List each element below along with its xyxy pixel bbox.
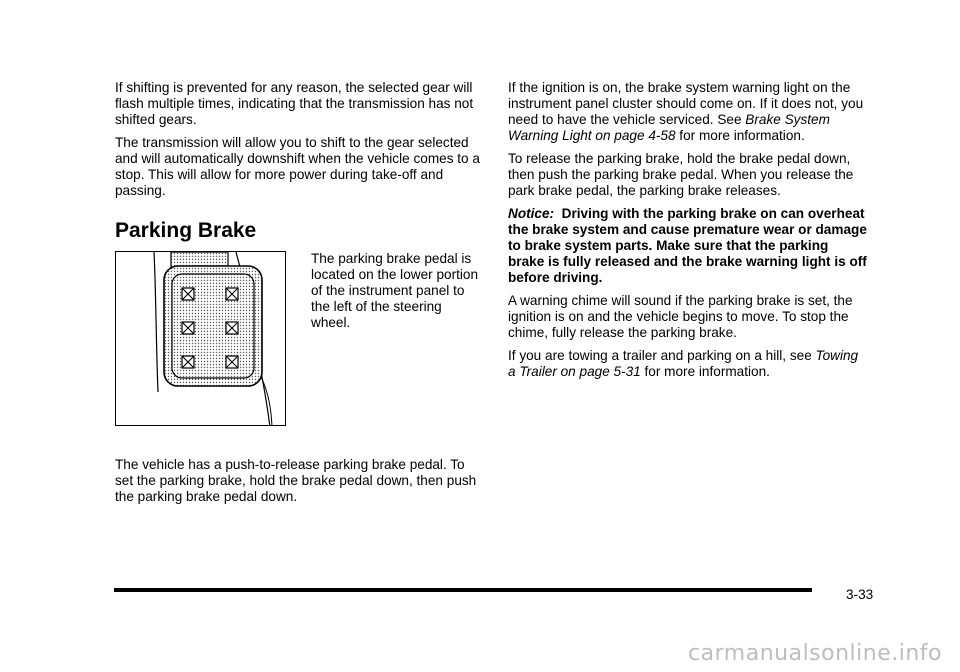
left-column bbox=[115, 80, 480, 206]
pedal-drawing bbox=[116, 252, 286, 426]
paragraph-transmission-downshift: The transmission will allow you to shift to the gear selected and will automatically downshift when the vehicle comes to a stop. This will allow for more power during take-off and passing. bbox=[115, 135, 480, 198]
right-column bbox=[508, 80, 868, 387]
notice-label: Notice: bbox=[508, 206, 555, 221]
parking-brake-pedal-illustration bbox=[115, 251, 286, 426]
paragraph-release-brake: To release the parking brake, hold the brake pedal down, then push the parking brake pedal. When you release the park brake pedal, the parking brake releases. bbox=[508, 151, 854, 198]
link-towing-a-trailer[interactable]: Towing a Trailer on page 5-31 bbox=[508, 348, 859, 379]
page-number: 3-33 bbox=[846, 587, 874, 602]
figure-caption: The parking brake pedal is located on the lower portion of the instrument panel to the left of the steering wheel. bbox=[311, 251, 479, 330]
notice-block bbox=[508, 206, 868, 286]
paragraph-warning-chime: A warning chime will sound if the parking brake is set, the ignition is on and the vehicle begins to move. To stop the chime, fully release the parking brake. bbox=[508, 293, 853, 340]
footer-rule bbox=[114, 588, 812, 592]
paragraph-towing bbox=[508, 348, 868, 380]
notice-text: Driving with the parking brake on can overheat the brake system and cause premature wear or damage to brake system parts. Make sure that the parking brake is fully released and the brake warning light is off before driving. bbox=[508, 206, 867, 285]
paragraph-towing-text: If you are towing a trailer and parking on a hill, see bbox=[508, 348, 816, 363]
paragraph-warning-light bbox=[508, 80, 868, 144]
paragraph-warning-light-after: for more information. bbox=[675, 128, 805, 143]
paragraph-push-to-release: The vehicle has a push-to-release parking brake pedal. To set the parking brake, hold the brake pedal down, then push the parking brake pedal down. bbox=[115, 457, 477, 504]
paragraph-towing-after: for more information. bbox=[640, 364, 770, 379]
paragraph-warning-light-text: If the ignition is on, the brake system warning light on the instrument panel cluster should come on. If it does not, you need to have the vehicle serviced. See bbox=[508, 80, 864, 127]
paragraph-shift-prevented: If shifting is prevented for any reason, the selected gear will flash multiple times, indicating that the transmission has not shifted gears. bbox=[115, 80, 474, 127]
section-heading-parking-brake: Parking Brake bbox=[115, 219, 257, 242]
watermark: carmanualsonline.info bbox=[688, 641, 942, 666]
link-brake-system-warning-light[interactable]: Brake System Warning Light on page 4-58 bbox=[508, 112, 830, 143]
